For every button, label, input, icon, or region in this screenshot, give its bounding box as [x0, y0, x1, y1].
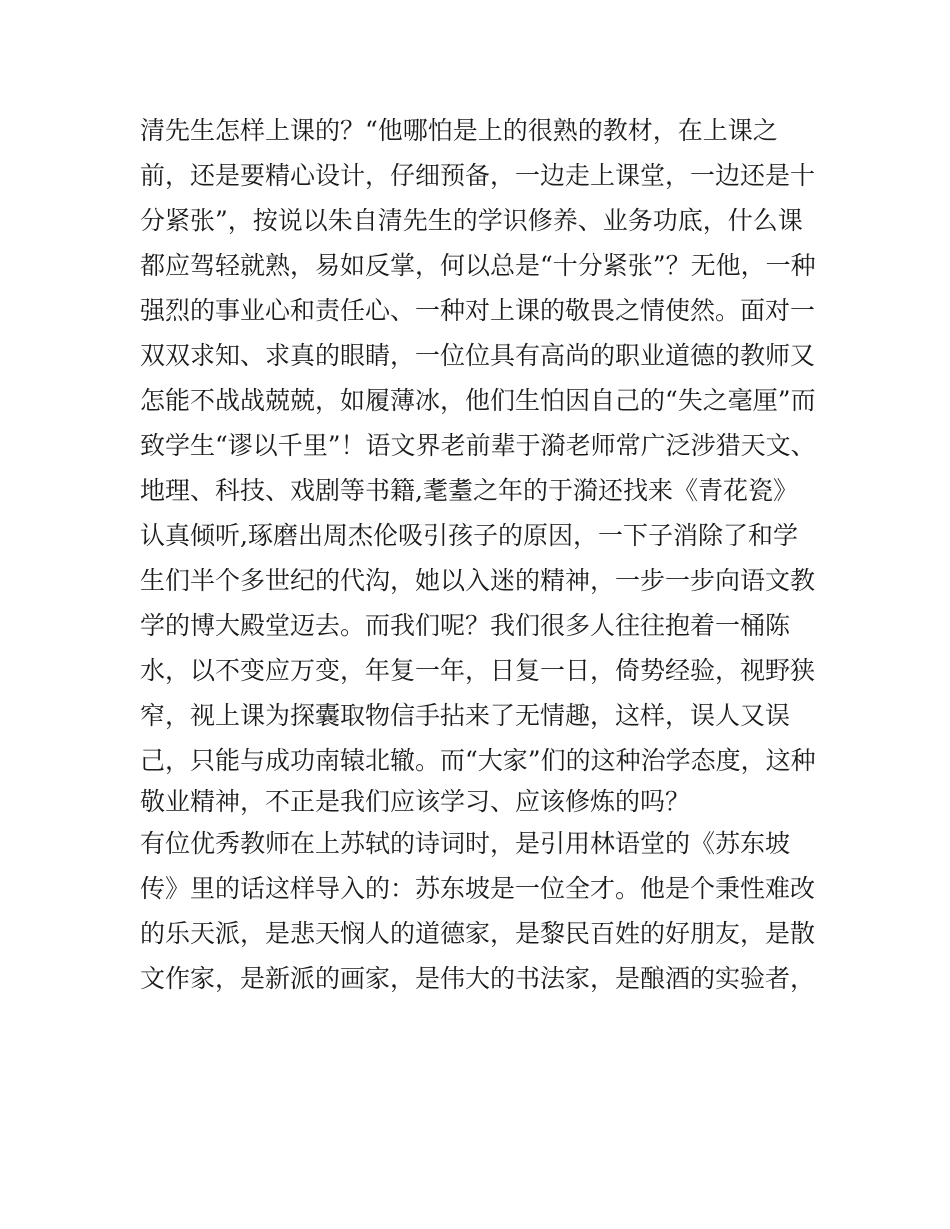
text-line: 分紧张”，按说以朱自清先生的学识修养、业务功底，什么课	[140, 206, 803, 235]
text-line: 强烈的事业心和责任心、一种对上课的敬畏之情使然。面对一	[140, 296, 816, 325]
text-line: 都应驾轻就熟，易如反掌，何以总是“十分紧张”？无他，一种	[140, 251, 816, 280]
text-line: 敬业精神，不正是我们应该学习、应该修炼的吗？	[140, 787, 691, 816]
text-line: 水，以不变应万变，年复一年，日复一日，倚势经验，视野狭	[140, 656, 816, 685]
text-line: 清先生怎样上课的？“他哪怕是上的很熟的教材，在上课之	[140, 116, 778, 145]
text-line: 致学生“谬以千里”！语文界老前辈于漪老师常广泛涉猎天文、	[140, 431, 816, 460]
body-text	[140, 108, 820, 1001]
text-line: 己，只能与成功南辕北辙。而“大家”们的这种治学态度，这种	[140, 746, 816, 775]
text-line: 的乐天派，是悲天悯人的道德家，是黎民百姓的好朋友，是散	[140, 919, 816, 948]
text-line: 学的博大殿堂迈去。而我们呢？我们很多人往往抱着一桶陈	[140, 611, 791, 640]
text-line: 双双求知、求真的眼睛，一位位具有高尚的职业道德的教师又	[140, 341, 816, 370]
text-line: 前，还是要精心设计，仔细预备，一边走上课堂，一边还是十	[140, 161, 816, 190]
paragraph-start-line: 有位优秀教师在上苏轼的诗词时，是引用林语堂的《苏东坡	[140, 829, 791, 858]
text-line: 生们半个多世纪的代沟，她以入迷的精神，一步一步向语文教	[140, 566, 816, 595]
text-line: 地理、科技、戏剧等书籍,耄耋之年的于漪还找来《青花瓷》	[140, 476, 798, 505]
text-line: 文作家，是新派的画家，是伟大的书法家，是酿酒的实验者，	[140, 964, 816, 993]
text-line: 传》里的话这样导入的：苏东坡是一位全才。他是个秉性难改	[140, 874, 816, 903]
text-line: 认真倾听,琢磨出周杰伦吸引孩子的原因，一下子消除了和学	[140, 521, 798, 550]
text-line: 窄，视上课为探囊取物信手拈来了无情趣，这样，误人又误	[140, 701, 791, 730]
text-line: 怎能不战战兢兢，如履薄冰，他们生怕因自己的“失之毫厘”而	[140, 386, 816, 415]
